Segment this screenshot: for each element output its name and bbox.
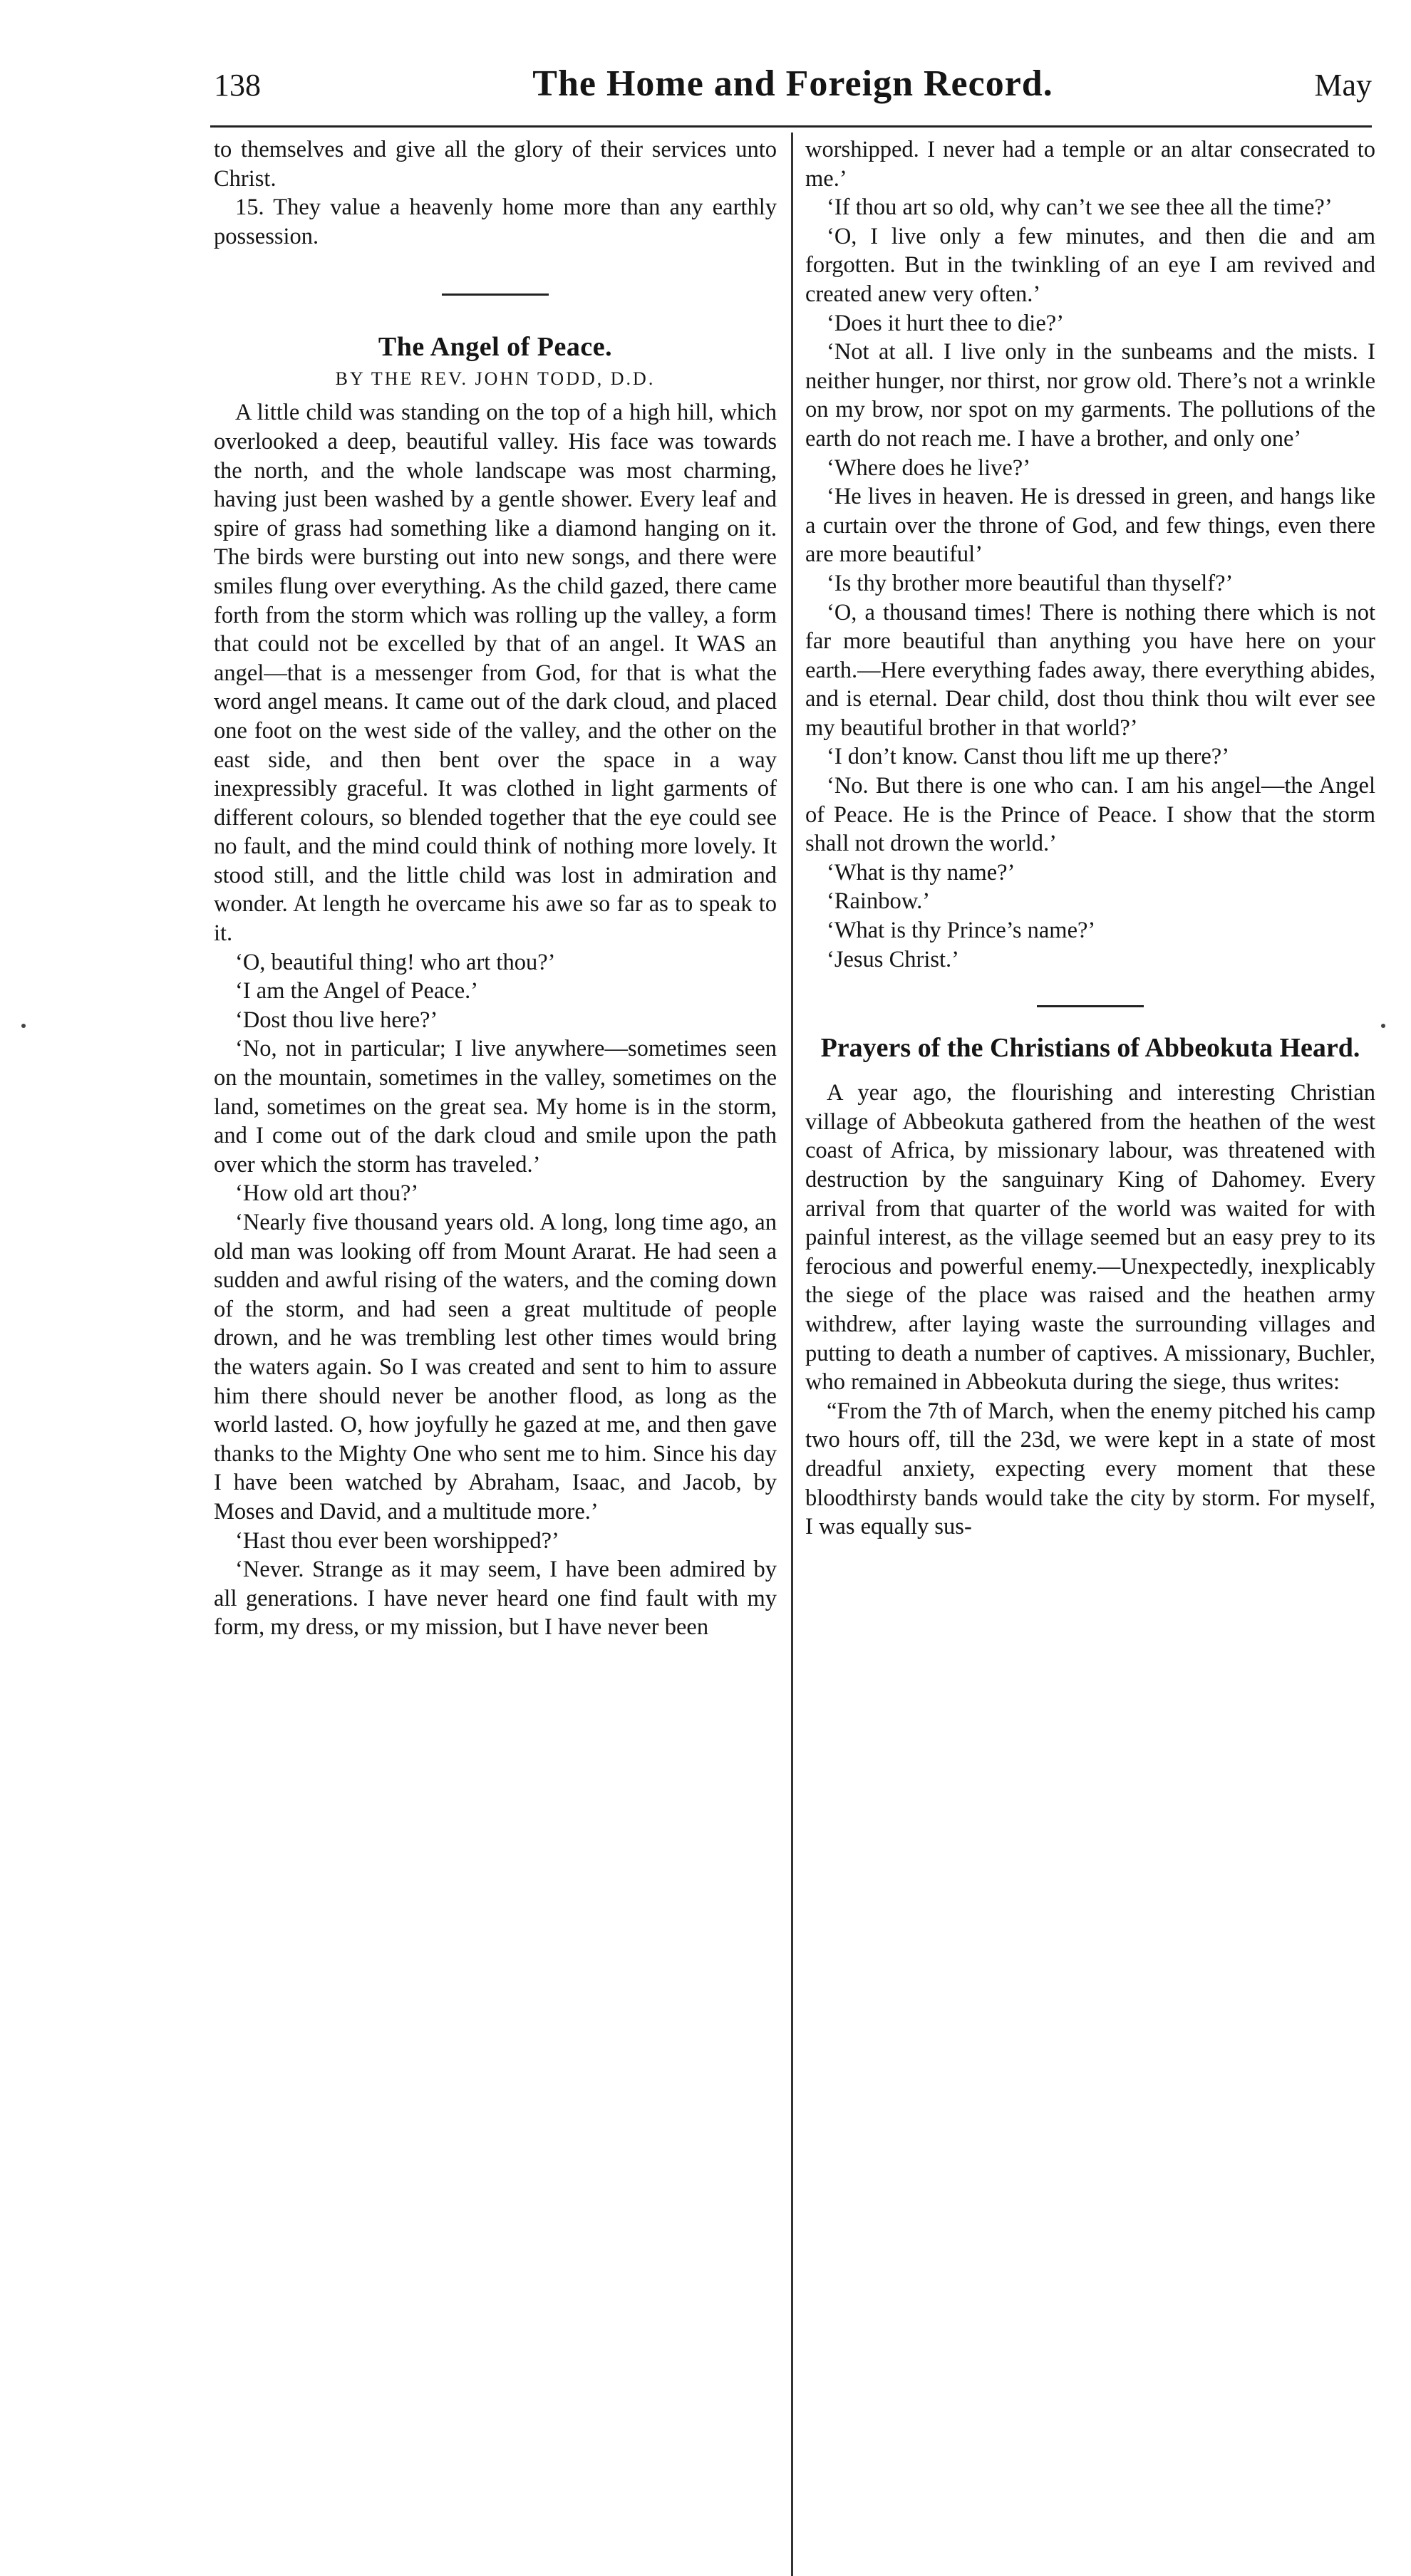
article-paragraph: ‘No. But there is one who can. I am his angel—the Angel of Peace. He is the Prince of Peace. I show that the storm shall not drown the world.’ <box>805 773 1375 857</box>
article-title: The Angel of Peace. <box>378 332 613 363</box>
intro-paragraph: 15. They value a heavenly home more than any earthly possession. <box>214 194 777 249</box>
article-title: Prayers of the Christians of Abbeokuta Heard. <box>820 1033 1360 1064</box>
article-paragraph: ‘He lives in heaven. He is dressed in green, and hangs like a curtain over the throne of God, and few things, even there are more beautiful’ <box>805 484 1375 568</box>
left-column <box>214 135 777 2337</box>
section-separator <box>1037 1005 1144 1007</box>
page-header <box>214 61 1372 118</box>
intro-paragraph: to themselves and give all the glory of their services unto Christ. <box>214 137 777 192</box>
article-paragraph: ‘Dost thou live here?’ <box>235 1007 438 1033</box>
article-paragraph: worshipped. I never had a temple or an altar consecrated to me.’ <box>805 137 1375 192</box>
scan-speck <box>1381 1024 1385 1028</box>
article-paragraph: ‘No, not in particular; I live anywhere—sometimes seen on the mountain, sometimes in the valley, sometimes on the land, sometimes on the great sea. My home is in the storm, and I come out of the dark cloud and smile upon the path over which the storm has traveled.’ <box>214 1036 777 1178</box>
article-paragraph: ‘Nearly five thousand years old. A long, long time ago, an old man was looking off from Mount Ararat. He had seen a sudden and awful rising of the waters, and the coming down of the storm, and had seen a great multitude of people drown, and he was trembling lest other times would bring the waters again. So I was created and sent to him to assure him there should never be another flood, as long as the world lasted. O, how joyfully he gazed at me, and then gave thanks to the Mighty One who sent me to him. Since his day I have been watched by Abraham, Isaac, and Jacob, by Moses and David, and a multitude more.’ <box>214 1210 777 1525</box>
article-paragraph: A year ago, the flourishing and interesting Christian village of Abbeokuta gathered from the heathen of the west coast of Africa, by missionary labour, was threatened with destruction by the sanguinary King of Dahomey. Every arrival from that quarter of the world was waited for with painful interest, as the village seemed but an easy prey to its ferocious and powerful enemy.—Unexpectedly, inexplicably the siege of the place was raised and the heathen army withdrew, after laying waste the surrounding villages and putting to death a number of captives. A missionary, Buchler, who remained in Abbeokuta during the siege, thus writes: <box>805 1080 1375 1396</box>
section-separator <box>442 294 549 296</box>
column-divider <box>791 133 793 2576</box>
article-paragraph: ‘How old art thou?’ <box>235 1180 419 1207</box>
article-paragraph: ‘O, beautiful thing! who art thou?’ <box>235 949 556 975</box>
article-paragraph: ‘What is thy Prince’s name?’ <box>827 918 1096 944</box>
article-paragraph: ‘Hast thou ever been worshipped?’ <box>235 1527 559 1554</box>
article-paragraph: ‘What is thy name?’ <box>827 859 1015 886</box>
article-paragraph: ‘Where does he live?’ <box>827 455 1031 481</box>
issue-month: May <box>1314 68 1372 103</box>
article-paragraph: ‘I don’t know. Canst thou lift me up there?’ <box>827 744 1230 770</box>
article-paragraph: ‘Jesus Christ.’ <box>827 946 959 972</box>
article-paragraph: ‘O, a thousand times! There is nothing there which is not far more beautiful than anything you have here on your earth.—Here everything fades away, there everything abides, and is eternal. Dear child, dost thou think thou wilt ever see my beautiful brother in that world?’ <box>805 599 1375 741</box>
article-paragraph: ‘Not at all. I live only in the sunbeams and the mists. I neither hunger, nor thirst, nor grow old. There’s not a wrinkle on my brow, nor spot on my garments. The pollutions of the earth do not reach me. I have a brother, and only one’ <box>805 339 1375 452</box>
article-paragraph: “From the 7th of March, when the enemy pitched his camp two hours off, till the 23d, we were kept in a state of most dreadful anxiety, expecting every moment that these bloodthirsty bands would take the city by storm. For myself, I was equally sus- <box>805 1398 1375 1540</box>
article-paragraph: A little child was standing on the top of a high hill, which overlooked a deep, beautiful valley. His face was towards the north, and the whole landscape was most charming, having just been washed by a gentle shower. Every leaf and spire of grass had something like a diamond hanging on it. The birds were bursting out into new songs, and there were smiles flung over everything. As the child gazed, there came forth from the storm which was rolling up the valley, a form that could not be excelled by that of an angel. It WAS an angel—that is a messenger from God, for that is what the word angel means. It came out of the dark cloud, and placed one foot on the west side of the valley, and the other on the east side, and then bent over the space in a way inexpressibly graceful. It was clothed in light garments of different colours, so blended together that the eye could see no fault, and the mind could think of nothing more lovely. It stood still, and the little child was lost in admiration and wonder. At length he overcame his awe so far as to speak to it. <box>214 400 777 947</box>
article-byline: BY THE REV. JOHN TODD, D.D. <box>335 368 656 390</box>
article-paragraph: ‘If thou art so old, why can’t we see thee all the time?’ <box>827 194 1333 221</box>
article-paragraph: ‘Rainbow.’ <box>827 888 931 915</box>
page-number: 138 <box>214 68 261 103</box>
article-paragraph: ‘I am the Angel of Peace.’ <box>235 978 479 1004</box>
right-column <box>805 135 1375 2337</box>
article-paragraph: ‘O, I live only a few minutes, and then die and am forgotten. But in the twinkling of an eye I am revived and created anew very often.’ <box>805 223 1375 307</box>
scan-speck <box>21 1024 26 1028</box>
header-rule <box>210 125 1372 128</box>
article-paragraph: ‘Does it hurt thee to die?’ <box>827 310 1065 336</box>
journal-title: The Home and Foreign Record. <box>532 63 1053 104</box>
article-paragraph: ‘Is thy brother more beautiful than thyself?’ <box>827 570 1234 596</box>
article-paragraph: ‘Never. Strange as it may seem, I have been admired by all generations. I have never heard one find fault with my form, my dress, or my mission, but I have never been <box>214 1557 777 1641</box>
